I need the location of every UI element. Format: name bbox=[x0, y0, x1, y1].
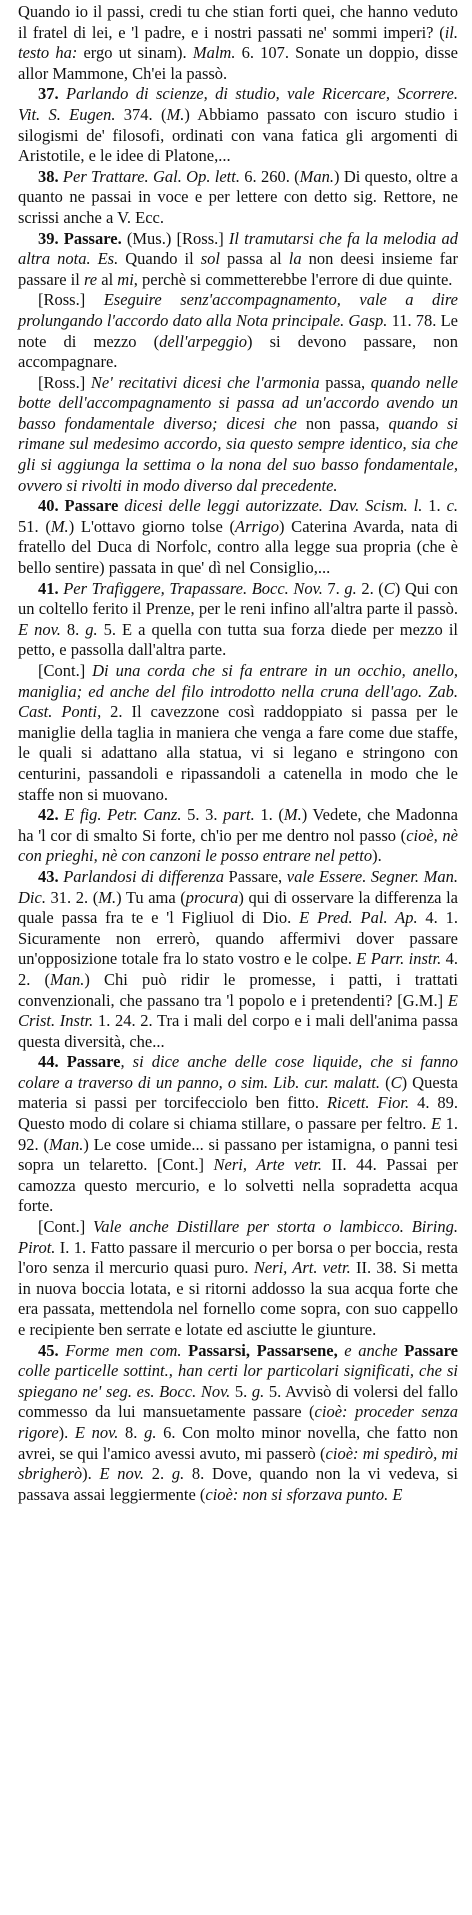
body-text: ) Abbiamo passato con iscuro studio i silogismi de' filosofi, ordinati con vana fatica gli argomenti di Aristotile, e le idee di Platone,... bbox=[18, 104, 458, 166]
italic-text: Parlando di scienze, di studio, vale Ricercare, Scorrere. Vit. S. Eugen. bbox=[18, 84, 458, 124]
italic-text: il. testo ha: bbox=[18, 22, 458, 63]
dictionary-entry bbox=[18, 373, 458, 497]
body-text: ). bbox=[372, 846, 382, 866]
entry-number: 39. bbox=[38, 228, 59, 248]
body-text: ) Questa materia si passi per torcifecciolo ben fitto. bbox=[18, 1072, 458, 1113]
headword: Passare. bbox=[58, 228, 122, 248]
dictionary-entry bbox=[18, 1052, 458, 1217]
italic-text: M. bbox=[98, 887, 117, 907]
italic-text: Di una corda che si fa entrare in un occhio, anello, maniglia; ed anche del filo introdotto nella cruna dell'ago. Zab. Cast. Ponti, bbox=[18, 661, 458, 722]
dictionary-entry bbox=[18, 579, 458, 661]
body-text: ) Chi può ridir le promesse, i patti, i trattati convenzionali, che passano tra 'l popolo e i pretendenti? [G.M.] bbox=[18, 969, 458, 1010]
italic-text: E bbox=[430, 1114, 442, 1134]
italic-text: cioè: mi spedirò, mi sbrigherò bbox=[18, 1443, 458, 1484]
italic-text: re bbox=[83, 269, 98, 289]
dictionary-entry bbox=[18, 2, 458, 84]
headword: Passare bbox=[58, 496, 119, 516]
dictionary-entry bbox=[18, 229, 458, 291]
body-text: ) Vedete, che Madonna ha 'l cor di smalto Si forte, ch'io per me dentro nol passo ( bbox=[18, 805, 458, 845]
body-text: 5. E a quella con tutta sua forza diede per mezzo il petto, e passolla dall'altra parte. bbox=[18, 619, 458, 660]
italic-text: Malm. bbox=[192, 43, 236, 63]
body-text: 1. bbox=[422, 496, 447, 516]
entry-number: 42. bbox=[38, 805, 59, 825]
body-text: Quando il bbox=[118, 249, 201, 269]
body-text: non passa, bbox=[296, 413, 389, 433]
body-text: al bbox=[97, 269, 118, 289]
italic-text: procura bbox=[185, 887, 239, 907]
body-text: 2. bbox=[144, 1464, 172, 1484]
body-text: [Ross.] bbox=[38, 372, 91, 392]
body-text: 2. Il cavezzone così raddoppiato si passa per le maniglie della taglia in maniera che venga a fare come due staffe, le quali si adattano alla statua, vi si legano e stringono con centurini, passandoli e ripassandoli a catenella in modo che le staffe non si muovano. bbox=[18, 702, 458, 804]
entry-number: 40. bbox=[38, 496, 59, 516]
body-text: 8. bbox=[60, 619, 86, 639]
body-text: 11. 78. Le note di mezzo ( bbox=[18, 310, 458, 351]
italic-text: mi bbox=[117, 269, 134, 289]
body-text: 374. ( bbox=[115, 104, 167, 124]
body-text: (Mus.) [Ross.] bbox=[121, 228, 229, 248]
entry-number: 41. bbox=[38, 578, 59, 598]
body-text: 6. Con molto minor novella, che fatto non avrei, se qui l'amico avessi avuto, mi passerò ( bbox=[18, 1422, 459, 1463]
italic-text: Eseguire senz'accompagnamento, vale a dire prolungando l'accordo dato alla Nota principale. Gasp. bbox=[18, 290, 458, 330]
body-text: 1. 24. 2. Tra i mali del corpo e i mali dell'anima passa questa diversità, che... bbox=[18, 1011, 458, 1051]
body-text: II. 38. Si metta in nuova boccia lotata, e si ritorni addosso la sua acqua forte che era passata, mettendola nel fornello come sopra, con suo cappello e recipiente ben serrate e lotate ed asciutte le giunture. bbox=[18, 1258, 458, 1339]
italic-text: , si dice anche delle cose liquide, che si fanno colare a traverso di un panno, o sim. Lib. cur. malatt. bbox=[18, 1052, 458, 1092]
body-text: 8. Dove, quando non la vi vedeva, si passava assai leggiermente ( bbox=[18, 1464, 458, 1504]
italic-text: M. bbox=[166, 104, 185, 124]
body-text: passa al bbox=[220, 249, 289, 269]
entry-number: 44. bbox=[38, 1052, 59, 1072]
headword: Passare bbox=[397, 1340, 458, 1360]
italic-text: e anche bbox=[344, 1340, 398, 1360]
italic-text: g. bbox=[251, 1381, 265, 1401]
italic-text: la bbox=[288, 249, 302, 269]
body-text: ) si devono passare, non accompagnare. bbox=[18, 331, 458, 372]
dictionary-entry bbox=[18, 290, 458, 372]
body-text: II. 44. Passai per camozza questo mercurio, e lo solvetti nella sopradetta acqua forte. bbox=[18, 1155, 459, 1216]
dictionary-entry bbox=[18, 496, 458, 578]
entry-number: 37. bbox=[38, 84, 59, 104]
italic-text: c. bbox=[446, 496, 459, 516]
italic-text: E nov. bbox=[74, 1422, 119, 1442]
body-text: ) Qui con un coltello ferito il Prenze, per le reni infino all'altra parte il passò. bbox=[18, 578, 458, 619]
body-text: ) Tu ama ( bbox=[116, 887, 186, 907]
body-text: , perchè si commetterebbe l'errore di due quinte. bbox=[133, 269, 453, 289]
italic-text: Ne' recitativi dicesi che l'armonia bbox=[90, 372, 320, 392]
italic-text: g. bbox=[344, 578, 357, 598]
body-text: ). bbox=[58, 1422, 75, 1442]
dictionary-entry bbox=[18, 1341, 458, 1506]
body-text: ergo ut sinam). bbox=[77, 43, 193, 63]
italic-text: g. bbox=[85, 619, 98, 639]
italic-text: M. bbox=[283, 805, 302, 825]
body-text: ) L'ottavo giorno tolse ( bbox=[68, 516, 235, 536]
headword: Passare bbox=[58, 1052, 121, 1072]
body-text: 5. bbox=[230, 1381, 252, 1401]
body-text: 5. 3. bbox=[181, 805, 224, 825]
italic-text: Il tramutarsi che fa la melodia ad altra nota. Es. bbox=[18, 228, 458, 269]
italic-text: Vale anche Distillare per storta o lambicco. Biring. Pirot. bbox=[18, 1217, 458, 1257]
body-text: 1. ( bbox=[254, 805, 284, 825]
body-text: ) Le cose umide... si passano per istamigna, o panni tesi sopra un telaretto. [Cont.] bbox=[18, 1134, 458, 1175]
italic-text: E Pred. Pal. Ap. bbox=[299, 908, 418, 928]
italic-text: E fig. Petr. Canz. bbox=[58, 805, 182, 825]
headword: Passarsi, Passarsene, bbox=[181, 1340, 345, 1360]
body-text: ( bbox=[380, 1072, 391, 1092]
italic-text: M. bbox=[50, 516, 69, 536]
italic-text: E nov. bbox=[18, 619, 61, 639]
body-text: 51. ( bbox=[18, 516, 51, 536]
dictionary-entry bbox=[18, 867, 458, 1052]
italic-text: Arrigo bbox=[234, 516, 279, 536]
body-text: [Cont.] bbox=[38, 661, 93, 680]
body-text: ) Di questo, oltre a quanto ne passai in voce e per lettere con detto sig. Rettore, ne scrissi anche a V. Ecc. bbox=[18, 166, 458, 227]
body-text: 4. 2. ( bbox=[18, 949, 458, 989]
italic-text: C bbox=[383, 578, 395, 598]
italic-text: Parlandosi di differenza bbox=[58, 866, 224, 886]
italic-text: g. bbox=[144, 1422, 157, 1442]
italic-text: Per Trattare. Gal. Op. lett. bbox=[58, 166, 240, 186]
italic-text: part. bbox=[223, 805, 255, 825]
italic-text: E nov. bbox=[99, 1464, 145, 1484]
body-text: Quando io il passi, credi tu che stian forti quei, che hanno veduto il fratel di lei, e 'l padre, e i nostri passati ne' sommi imperi? ( bbox=[18, 2, 458, 42]
italic-text: dicesi delle leggi autorizzate. Dav. Scism. l. bbox=[118, 496, 423, 516]
italic-text: cioè: proceder senza rigore bbox=[18, 1402, 459, 1442]
italic-text: colle particelle sottint., han certi lor particolari significati, che si spiegano ne' seg. es. Bocc. Nov. bbox=[18, 1361, 458, 1401]
italic-text: Forme men com. bbox=[58, 1340, 182, 1360]
italic-text: Neri, Art. vetr. bbox=[253, 1258, 351, 1278]
body-text: 2. ( bbox=[356, 578, 384, 598]
dictionary-entry bbox=[18, 1217, 458, 1341]
italic-text: C bbox=[390, 1072, 402, 1092]
italic-text: quando nelle botte dell'accompagnamento si passa ad un'accordo avendo un basso fondamentale diverso; dicesi che bbox=[18, 372, 458, 433]
dictionary-entry bbox=[18, 84, 458, 166]
body-text: [Cont.] bbox=[38, 1217, 94, 1237]
dictionary-entry bbox=[18, 805, 458, 867]
body-text: 4. 1. Sicuramente non errerò, quando affermivi dover passare un'opposizione totale fra lo stato vostro e le colpe. bbox=[18, 908, 459, 969]
body-text: ) Caterina Avarda, nata di fratello del Duca di Norfolc, contro alla legge sua propria (che è bello sentire) passata in que' dì nel Consiglio,... bbox=[18, 516, 459, 578]
body-text: 5. Avvisò di volersi del fallo commesso da lui mansuetamente passare ( bbox=[18, 1381, 458, 1422]
body-text: passa, bbox=[319, 372, 371, 392]
italic-text: Neri, Arte vetr. bbox=[213, 1155, 323, 1175]
body-text: ) qui di osservare la differenza la quale passa fra te e 'l Figliuol di Dio. bbox=[18, 887, 458, 928]
body-text: [Ross.] bbox=[38, 290, 104, 310]
italic-text: cioè: non si sforzava punto. E bbox=[205, 1484, 403, 1504]
body-text: 8. bbox=[118, 1422, 145, 1442]
dictionary-entry bbox=[18, 661, 458, 805]
italic-text: Man. bbox=[299, 166, 335, 186]
italic-text: Per Trafiggere, Trapassare. Bocc. Nov. bbox=[58, 578, 323, 598]
italic-text: Man. bbox=[50, 969, 85, 989]
body-text: 4. 89. Questo modo di colare si chiama stillare, o passare per feltro. bbox=[18, 1093, 459, 1134]
entry-number: 43. bbox=[38, 866, 59, 886]
body-text: I. 1. Fatto passare il mercurio o per borsa o per boccia, resta l'oro senza il mercurio quasi puro. bbox=[18, 1237, 458, 1278]
body-text: non deesi insieme far passare il bbox=[18, 249, 458, 289]
entry-number: 38. bbox=[38, 166, 59, 186]
italic-text: cioè, nè con prieghi, nè con canzoni le posso entrare nel petto bbox=[18, 825, 458, 866]
body-text: Passare, bbox=[223, 866, 287, 886]
dictionary-entry bbox=[18, 167, 458, 229]
body-text: 31. 2. ( bbox=[45, 887, 99, 907]
body-text: 6. 260. ( bbox=[239, 166, 300, 186]
italic-text: quando si rimane sul medesimo accordo, sia questo sempre identico, sia che gli si aggiunga la settima o la nona del suo basso fondamentale, ovvero si rivolti in modo diverso dal precedente. bbox=[18, 413, 458, 495]
italic-text: Man. bbox=[48, 1134, 84, 1154]
italic-text: Ricett. Fior. bbox=[326, 1093, 410, 1113]
body-text: 6. 107. Sonate un doppio, disse allor Mammone, Ch'ei la passò. bbox=[18, 43, 458, 83]
italic-text: g. bbox=[171, 1464, 185, 1484]
body-text: 7. bbox=[322, 578, 345, 598]
body-text: 1. 92. ( bbox=[18, 1114, 458, 1154]
body-text: ). bbox=[82, 1464, 100, 1484]
italic-text: E Parr. instr. bbox=[356, 949, 442, 969]
entry-number: 45. bbox=[38, 1340, 59, 1360]
italic-text: dell'arpeggio bbox=[159, 331, 248, 351]
italic-text: sol bbox=[200, 249, 220, 269]
italic-text: vale Essere. Segner. Man. Dic. bbox=[18, 866, 459, 907]
italic-text: E Crist. Instr. bbox=[18, 990, 458, 1031]
